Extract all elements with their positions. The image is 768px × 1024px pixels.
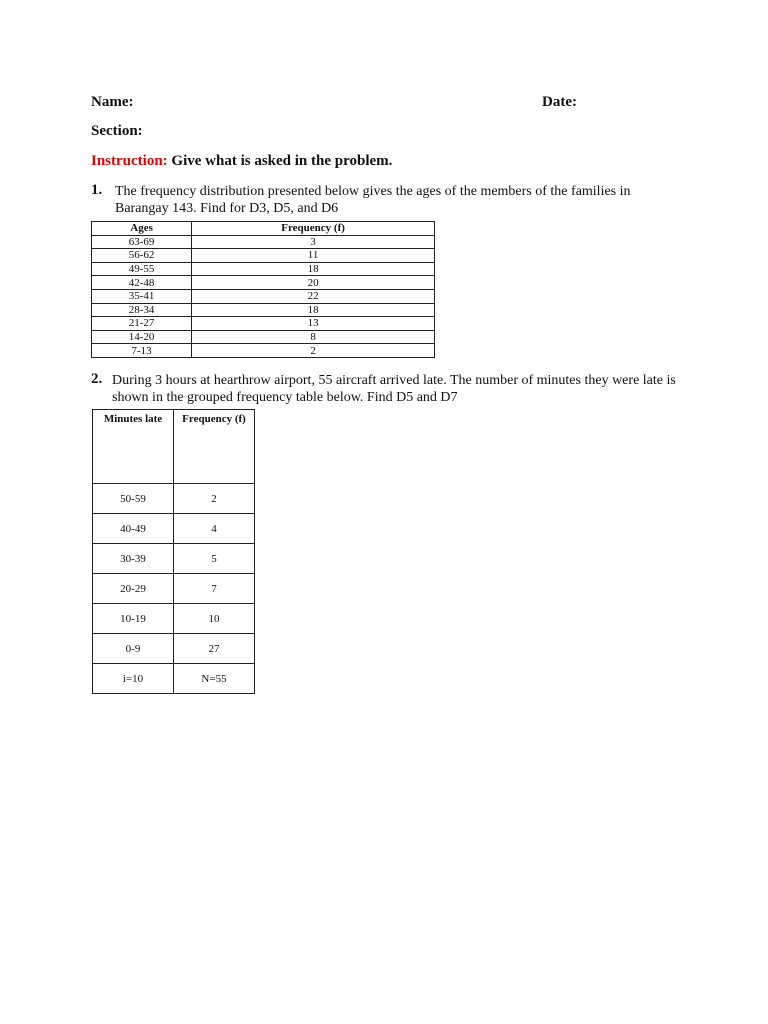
class-interval-cell: 42-48 <box>92 276 192 290</box>
table-row <box>92 317 435 331</box>
question-1-line-1: The frequency distribution presented below gives the ages of the members of the families in <box>115 184 631 199</box>
frequency-header: Frequency (f) <box>192 222 435 236</box>
class-interval-cell: 0-9 <box>93 634 174 664</box>
table-row <box>92 249 435 263</box>
table-row <box>92 235 435 249</box>
name-label: Name: <box>91 94 134 110</box>
frequency-cell: 2 <box>192 344 435 358</box>
frequency-cell: 22 <box>192 289 435 303</box>
question-1-number: 1. <box>91 182 103 198</box>
question-1-text <box>115 183 675 217</box>
table-row <box>93 664 255 694</box>
table-row <box>93 514 255 544</box>
table-row <box>92 289 435 303</box>
ages-header: Ages <box>92 222 192 236</box>
class-interval-cell: 35-41 <box>92 289 192 303</box>
frequency-cell: 10 <box>174 604 255 634</box>
frequency-cell: 27 <box>174 634 255 664</box>
table-row <box>92 262 435 276</box>
class-interval-cell: 28-34 <box>92 303 192 317</box>
minutes-late-header: Minutes late <box>93 410 174 484</box>
table-row <box>93 574 255 604</box>
frequency-cell: 8 <box>192 330 435 344</box>
frequency-cell: 3 <box>192 235 435 249</box>
class-interval-cell: 40-49 <box>93 514 174 544</box>
instruction-label: Instruction: <box>91 153 168 169</box>
table-header-row <box>92 222 435 236</box>
question-2-line-1: During 3 hours at hearthrow airport, 55 aircraft arrived late. The number of minutes they were late is <box>112 373 676 388</box>
table-row <box>93 604 255 634</box>
table-row <box>93 484 255 514</box>
frequency-header: Frequency (f) <box>174 410 255 484</box>
table-row <box>92 276 435 290</box>
class-interval-cell: 49-55 <box>92 262 192 276</box>
frequency-cell: 5 <box>174 544 255 574</box>
frequency-cell: N=55 <box>174 664 255 694</box>
class-interval-cell: 56-62 <box>92 249 192 263</box>
frequency-cell: 7 <box>174 574 255 604</box>
frequency-cell: 13 <box>192 317 435 331</box>
frequency-cell: 18 <box>192 303 435 317</box>
minutes-late-table <box>92 409 255 694</box>
table-row <box>92 303 435 317</box>
question-2-number: 2. <box>91 371 103 387</box>
date-label: Date: <box>542 94 577 110</box>
table-row <box>92 344 435 358</box>
frequency-cell: 20 <box>192 276 435 290</box>
frequency-cell: 11 <box>192 249 435 263</box>
ages-frequency-table <box>91 221 435 358</box>
section-label: Section: <box>91 123 143 139</box>
class-interval-cell: 50-59 <box>93 484 174 514</box>
instruction-text: Give what is asked in the problem. <box>171 153 393 169</box>
question-2-line-2: shown in the grouped frequency table below. Find D5 and D7 <box>112 390 458 405</box>
question-2-text <box>112 372 692 406</box>
class-interval-cell: 30-39 <box>93 544 174 574</box>
class-interval-cell: 7-13 <box>92 344 192 358</box>
frequency-cell: 4 <box>174 514 255 544</box>
table-row <box>93 544 255 574</box>
table-header-row <box>93 410 255 484</box>
frequency-cell: 18 <box>192 262 435 276</box>
class-interval-cell: 10-19 <box>93 604 174 634</box>
instruction <box>91 153 392 170</box>
class-interval-cell: 20-29 <box>93 574 174 604</box>
question-1-line-2: Barangay 143. Find for D3, D5, and D6 <box>115 201 339 216</box>
table-row <box>92 330 435 344</box>
class-interval-cell: 14-20 <box>92 330 192 344</box>
class-interval-cell: 63-69 <box>92 235 192 249</box>
class-interval-cell: i=10 <box>93 664 174 694</box>
class-interval-cell: 21-27 <box>92 317 192 331</box>
frequency-cell: 2 <box>174 484 255 514</box>
table-row <box>93 634 255 664</box>
